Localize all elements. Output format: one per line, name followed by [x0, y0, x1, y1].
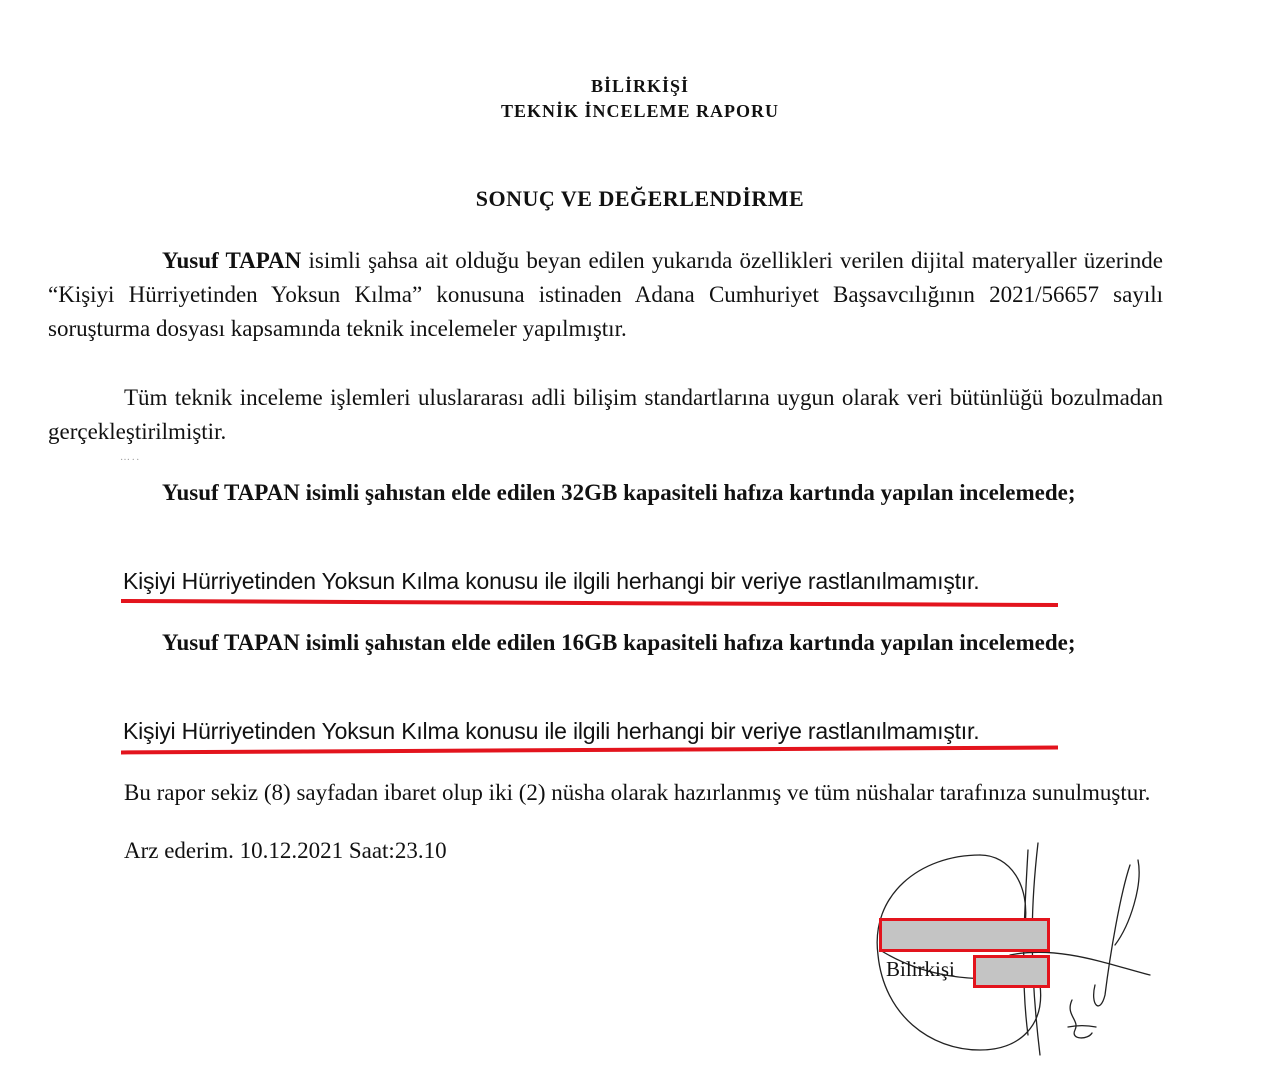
- finding-heading-text: Yusuf TAPAN isimli şahıstan elde edilen 32GB kapasiteli hafıza kartında yapılan incelemede;: [162, 480, 1076, 505]
- finding-heading-2: [48, 626, 1163, 660]
- redaction-box-title: [973, 955, 1050, 988]
- report-header-line1: BİLİRKİŞİ: [590, 76, 690, 96]
- closing-text: Bu rapor sekiz (8) sayfadan ibaret olup iki (2) nüsha olarak hazırlanmış ve tüm nüshalar tarafınıza sunulmuştur.: [124, 780, 1151, 805]
- standards-paragraph: [48, 381, 1163, 449]
- finding-result-1: Kişiyi Hürriyetinden Yoksun Kılma konusu ile ilgili herhangi bir veriye rastlanılmamıştır.: [123, 568, 980, 594]
- standards-text: Tüm teknik inceleme işlemleri uluslararası adli bilişim standartlarına uygun olarak veri bütünlüğü bozulmadan gerçekleştirilmiştir.: [48, 385, 1163, 444]
- highlight-underline-1: [121, 599, 1058, 607]
- report-header-line2: TEKNİK İNCELEME RAPORU: [500, 101, 780, 121]
- section-title: SONUÇ VE DEĞERLENDİRME: [475, 186, 805, 211]
- redaction-box-name: [879, 918, 1050, 952]
- date-line: Arz ederim. 10.12.2021 Saat:23.10: [124, 838, 447, 863]
- closing-paragraph: [48, 776, 1163, 810]
- highlight-underline-2: [121, 746, 1058, 755]
- finding-heading-1: [48, 476, 1163, 510]
- finding-result-2: Kişiyi Hürriyetinden Yoksun Kılma konusu ile ilgili herhangi bir veriye rastlanılmamıştır.: [123, 718, 980, 744]
- intro-paragraph: [48, 244, 1163, 346]
- signature-label: Bilirkişi: [886, 957, 955, 981]
- finding-heading-text: Yusuf TAPAN isimli şahıstan elde edilen 16GB kapasiteli hafıza kartında yapılan incelemede;: [162, 630, 1076, 655]
- subject-name: Yusuf TAPAN: [162, 248, 302, 273]
- intro-text: isimli şahsa ait olduğu beyan edilen yukarıda özellikleri verilen dijital materyaller üzerinde “Kişiyi Hürriyetinden Yoksun Kılma” konusuna istinaden Adana Cumhuriyet Başsavcılığının 2021/56657 sayılı soruşturma dosyası kapsamında teknik incelemeler yapılmıştır.: [48, 248, 1163, 341]
- signature-scribble: [860, 835, 1170, 1070]
- dots-mark: …..: [120, 452, 141, 463]
